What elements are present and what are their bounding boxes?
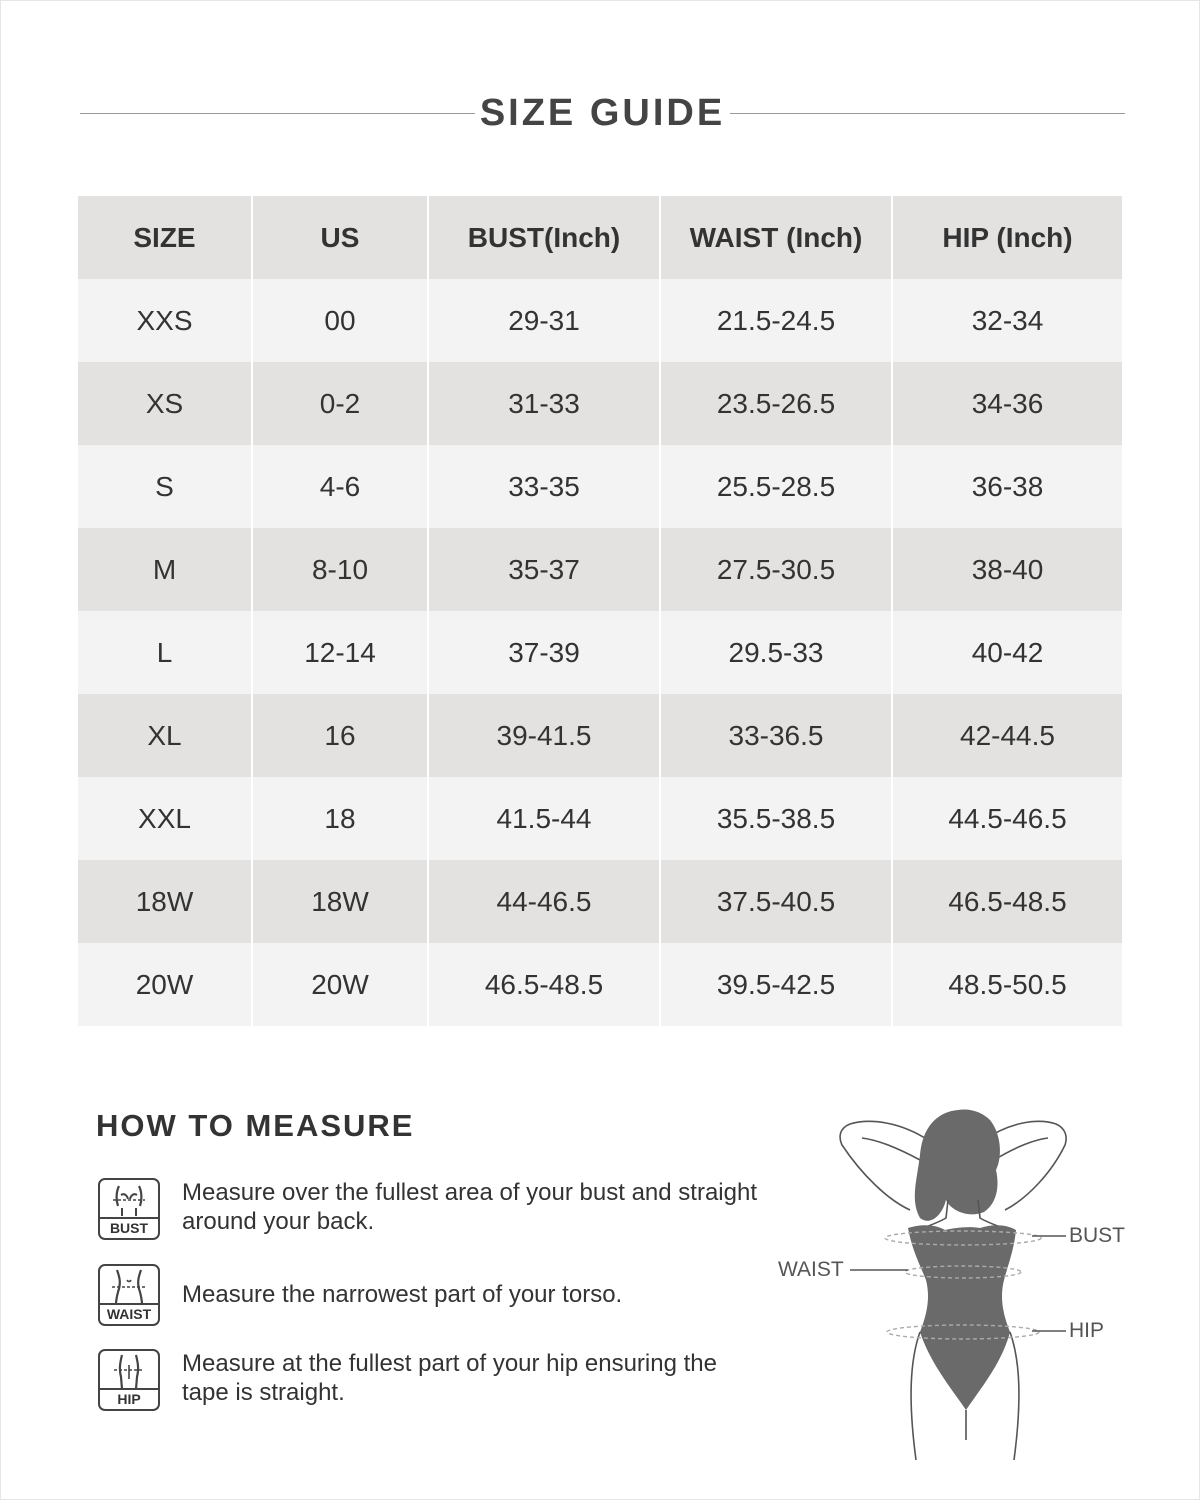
cell-us: 00 [252,279,428,362]
cell-size: S [78,445,252,528]
table-row [78,279,1122,362]
cell-us: 12-14 [252,611,428,694]
waist-label: WAIST [778,1258,844,1281]
measure-step-waist [98,1264,758,1328]
column-header-size: SIZE [78,196,252,279]
table-row [78,528,1122,611]
cell-size: 20W [78,943,252,1026]
cell-us: 8-10 [252,528,428,611]
table-row [78,860,1122,943]
cell-hip: 48.5-50.5 [892,943,1122,1026]
cell-us: 18W [252,860,428,943]
cell-bust: 44-46.5 [428,860,660,943]
bust-icon [98,1178,160,1240]
cell-waist: 25.5-28.5 [660,445,892,528]
cell-size: XS [78,362,252,445]
hip-label: HIP [1069,1319,1105,1342]
cell-hip: 34-36 [892,362,1122,445]
cell-size: 18W [78,860,252,943]
cell-hip: 42-44.5 [892,694,1122,777]
cell-size: L [78,611,252,694]
table-row [78,611,1122,694]
column-header-waist: WAIST (Inch) [660,196,892,279]
measurement-figure [770,1100,1170,1460]
cell-bust: 35-37 [428,528,660,611]
table-body [78,279,1122,1026]
cell-us: 0-2 [252,362,428,445]
table-row [78,943,1122,1026]
cell-bust: 29-31 [428,279,660,362]
cell-size: XXS [78,279,252,362]
cell-waist: 27.5-30.5 [660,528,892,611]
how-to-measure-title: HOW TO MEASURE [96,1108,415,1143]
bust-label: BUST [1069,1224,1126,1247]
hip-icon [98,1349,160,1411]
cell-waist: 21.5-24.5 [660,279,892,362]
title-divider-left [80,113,475,114]
cell-hip: 44.5-46.5 [892,777,1122,860]
waist-instruction: Measure the narrowest part of your torso. [182,1281,623,1308]
cell-bust: 39-41.5 [428,694,660,777]
cell-us: 16 [252,694,428,777]
bust-instruction: Measure over the fullest area of your bust and straight around your back. [182,1179,757,1235]
table-row [78,445,1122,528]
column-header-us: US [252,196,428,279]
cell-bust: 33-35 [428,445,660,528]
cell-hip: 40-42 [892,611,1122,694]
size-chart-table [78,196,1122,1026]
cell-bust: 37-39 [428,611,660,694]
cell-waist: 39.5-42.5 [660,943,892,1026]
cell-hip: 36-38 [892,445,1122,528]
title-row [80,88,1125,138]
cell-bust: 31-33 [428,362,660,445]
table-row [78,777,1122,860]
title-divider-right [730,113,1125,114]
table-row [78,362,1122,445]
measure-step-bust [98,1178,758,1242]
table-header-row [78,196,1122,279]
hip-badge-label: HIP [100,1388,158,1408]
cell-hip: 38-40 [892,528,1122,611]
cell-size: M [78,528,252,611]
cell-waist: 33-36.5 [660,694,892,777]
waist-badge-label: WAIST [100,1303,158,1323]
hip-instruction: Measure at the fullest part of your hip ensuring the tape is straight. [182,1350,717,1406]
measure-step-hip [98,1349,758,1413]
cell-hip: 32-34 [892,279,1122,362]
cell-waist: 29.5-33 [660,611,892,694]
bust-badge-label: BUST [100,1217,158,1237]
cell-size: XL [78,694,252,777]
cell-us: 18 [252,777,428,860]
cell-size: XXL [78,777,252,860]
page-title: SIZE GUIDE [479,92,726,134]
cell-bust: 41.5-44 [428,777,660,860]
cell-hip: 46.5-48.5 [892,860,1122,943]
cell-waist: 37.5-40.5 [660,860,892,943]
cell-us: 4-6 [252,445,428,528]
cell-us: 20W [252,943,428,1026]
column-header-hip: HIP (Inch) [892,196,1122,279]
cell-bust: 46.5-48.5 [428,943,660,1026]
cell-waist: 23.5-26.5 [660,362,892,445]
waist-icon [98,1264,160,1326]
table-row [78,694,1122,777]
column-header-bust: BUST(Inch) [428,196,660,279]
cell-waist: 35.5-38.5 [660,777,892,860]
